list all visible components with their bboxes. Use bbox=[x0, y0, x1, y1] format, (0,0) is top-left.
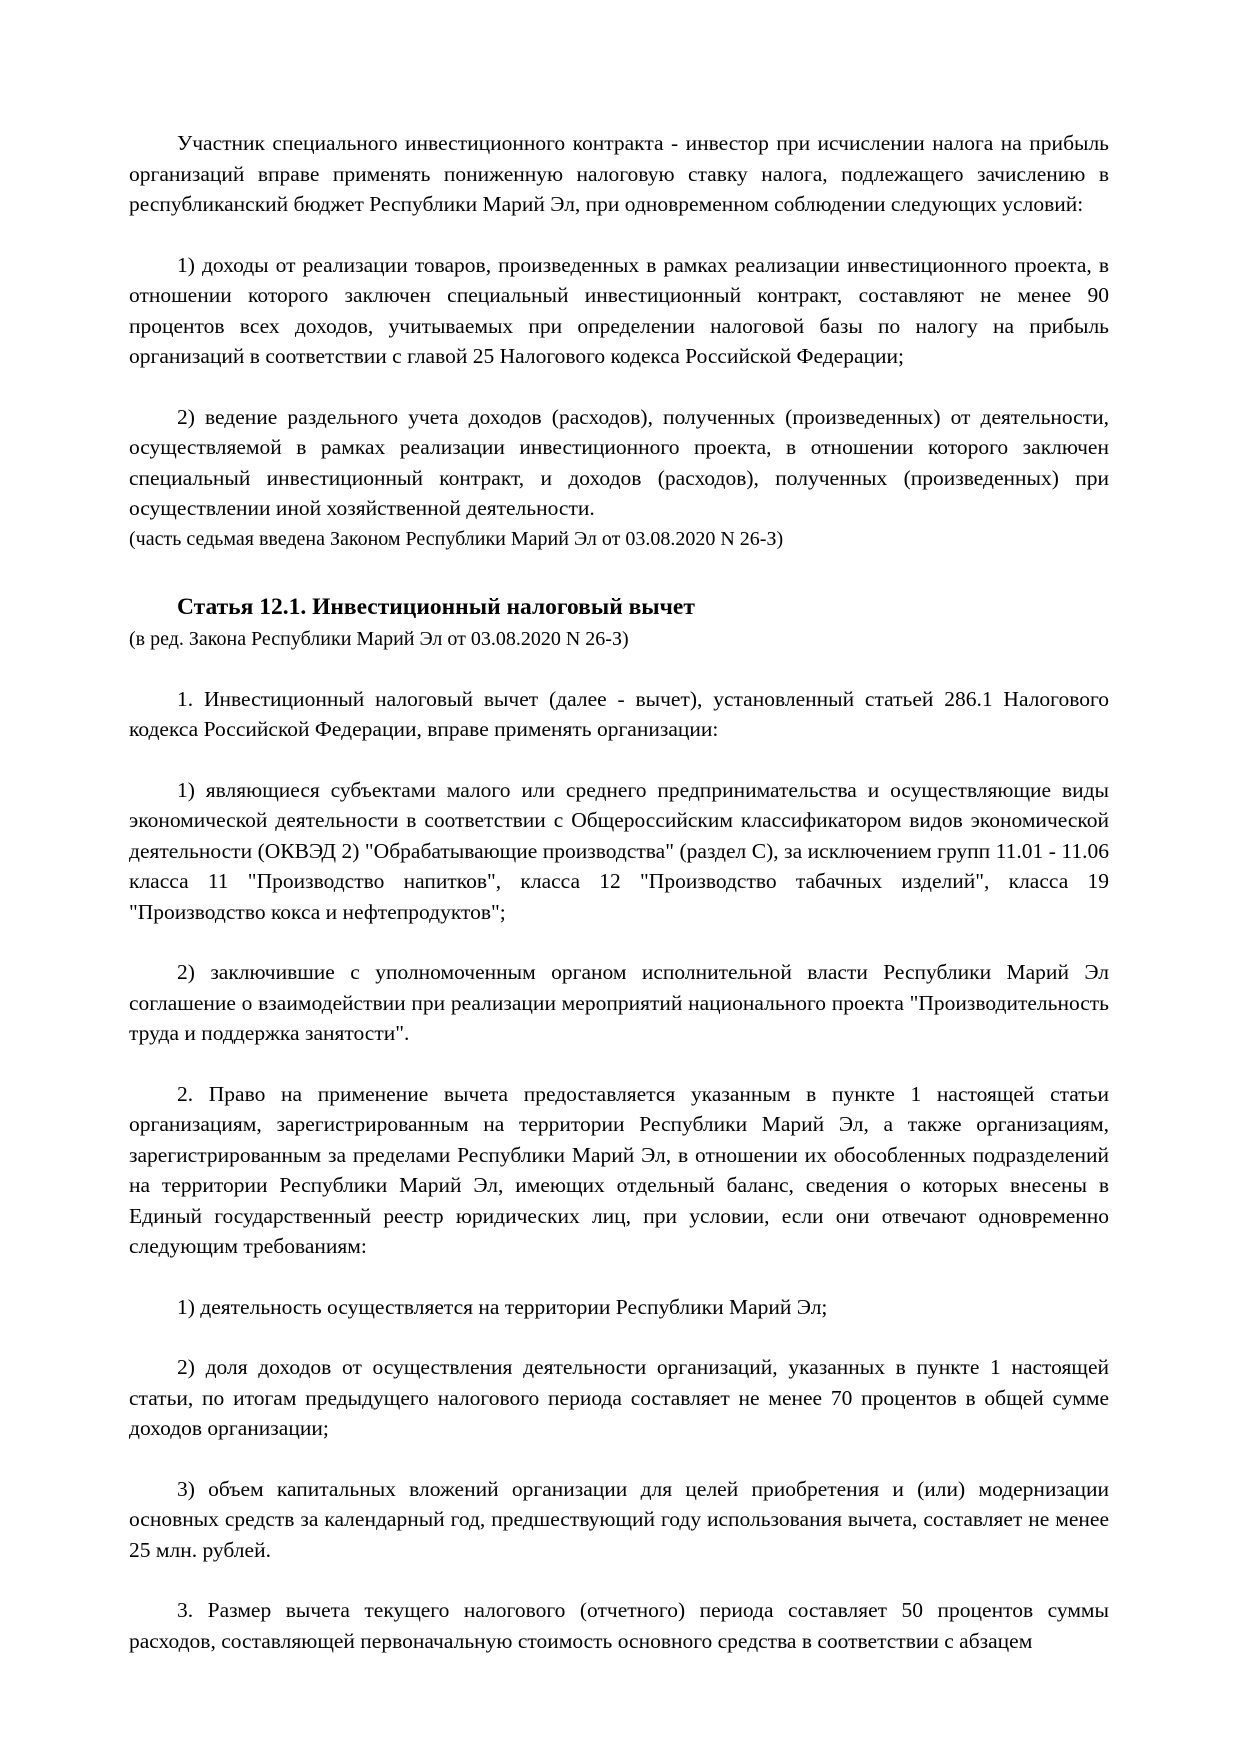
clause-2-sub-3: 3) объем капитальных вложений организации для целей приобретения и (или) модернизации основных средств за календарный год, предшествующий году использования вычета, составляет не менее 25 млн. рублей. bbox=[129, 1476, 1109, 1562]
clause-1-sub-1: 1) являющиеся субъектами малого или среднего предпринимательства и осуществляющие виды экономической деятельности в соответствии с Общероссийским классификатором видов экономической деятельности (ОКВЭД 2) "Обрабатывающие производства" (раздел C), за исключением групп 11.01 - 11.06 класса 11 "Производство напитков", класса 12 "Производство табачных изделий", класса 19 "Производство кокса и нефтепродуктов"; bbox=[129, 777, 1109, 924]
paragraph-condition-1: 1) доходы от реализации товаров, произведенных в рамках реализации инвестиционного проекта, в отношении которого заключен специальный инвестиционный контракт, составляют не менее 90 процентов всех доходов, учитываемых при определении налоговой базы по налогу на прибыль организаций в соответствии с главой 25 Налогового кодекса Российской Федерации; bbox=[129, 252, 1109, 368]
clause-2: 2. Право на применение вычета предоставляется указанным в пункте 1 настоящей статьи организациям, зарегистрированным на территории Республики Марий Эл, а также организациям, зарегистрированным за пределами Республики Марий Эл, в отношении их обособленных подразделений на территории Республики Марий Эл, имеющих отдельный баланс, сведения о которых внесены в Единый государственный реестр юридических лиц, при условии, если они отвечают одновременно следующим требованиям: bbox=[129, 1081, 1109, 1258]
clause-1: 1. Инвестиционный налоговый вычет (далее - вычет), установленный статьей 286.1 Налогового кодекса Российской Федерации, вправе применять организации: bbox=[129, 686, 1109, 741]
paragraph-investor-conditions: Участник специального инвестиционного контракта - инвестор при исчислении налога на прибыль организаций вправе применять пониженную налоговую ставку налога, подлежащего зачислению в республиканский бюджет Республики Марий Эл, при одновременном соблюдении следующих условий: bbox=[129, 131, 1109, 216]
amendment-note-part-seven: (часть седьмая введена Законом Республики Марий Эл от 03.08.2020 N 26-З) bbox=[129, 527, 784, 550]
clause-2-sub-1: 1) деятельность осуществляется на территории Республики Марий Эл; bbox=[177, 1294, 828, 1319]
clause-3: 3. Размер вычета текущего налогового (отчетного) периода составляет 50 процентов суммы расходов, составляющей первоначальную стоимость основного средства в соответствии с абзацем bbox=[129, 1598, 1109, 1653]
clause-2-sub-2: 2) доля доходов от осуществления деятельности организаций, указанных в пункте 1 настоящей статьи, по итогам предыдущего налогового периода составляет не менее 70 процентов в общей сумме доходов организации; bbox=[129, 1355, 1109, 1440]
article-heading: Статья 12.1. Инвестиционный налоговый вычет bbox=[177, 593, 695, 620]
paragraph-condition-2: 2) ведение раздельного учета доходов (расходов), полученных (произведенных) от деятельности, осуществляемой в рамках реализации инвестиционного проекта, в отношении которого заключен специальный инвестиционный контракт, и доходов (расходов), полученных (произведенных) при осуществлении иной хозяйственной деятельности. bbox=[129, 404, 1109, 520]
article-edition-note: (в ред. Закона Республики Марий Эл от 03.08.2020 N 26-З) bbox=[129, 627, 629, 650]
document-body bbox=[129, 128, 1109, 1656]
clause-1-sub-2: 2) заключившие с уполномоченным органом исполнительной власти Республики Марий Эл соглашение о взаимодействии при реализации мероприятий национального проекта "Производительность труда и поддержка занятости". bbox=[129, 960, 1109, 1045]
